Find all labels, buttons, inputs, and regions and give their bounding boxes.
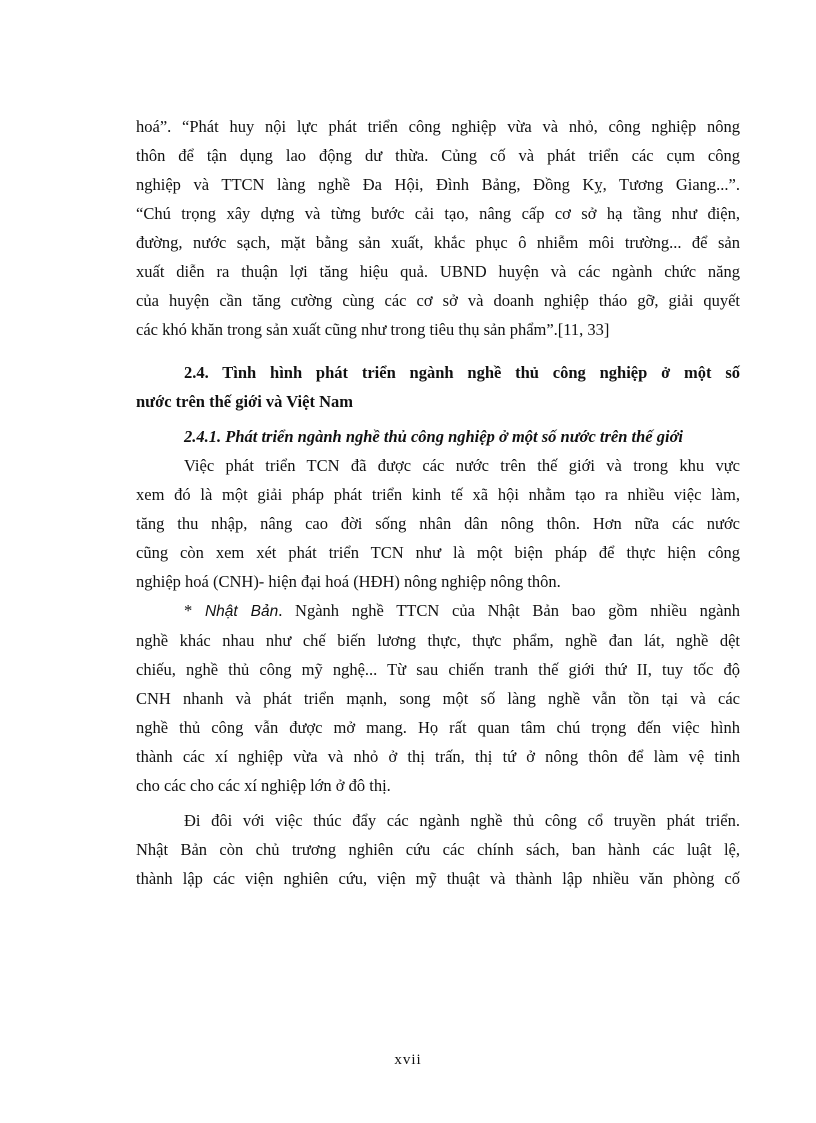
text-line: các khó khăn trong sản xuất cũng như trong tiêu thụ sản phẩm”.[11, 33] [136, 320, 610, 339]
text-line: “Chú trọng xây dựng và từng bước cải tạo, nâng cấp cơ sở hạ tầng như điện, [136, 204, 740, 223]
text-line: nghiệp và TTCN làng nghề Đa Hội, Đình Bảng, Đồng Kỵ, Tương Giang...”. [136, 175, 740, 194]
text-line: CNH nhanh và phát triển mạnh, song một số làng nghề vẫn tồn tại và các [136, 689, 740, 708]
text-line: Việc phát triển TCN đã được các nước trên thế giới và trong khu vực [184, 456, 740, 475]
paragraph-3 [136, 596, 740, 800]
text-line: thôn để tận dụng lao động dư thừa. Củng cố và phát triển các cụm công [136, 146, 740, 165]
section-heading-2-4 [136, 358, 740, 416]
text-line: thành các xí nghiệp vừa và nhỏ ở thị trấn, thị tứ ở nông thôn để làm vệ tinh [136, 747, 740, 766]
text-line: xuất diễn ra thuận lợi tăng hiệu quả. UBND huyện và các ngành chức năng [136, 262, 740, 281]
text-line: hoá”. “Phát huy nội lực phát triển công nghiệp vừa và nhỏ, công nghiệp nông [136, 117, 740, 136]
text-line: tăng thu nhập, nâng cao đời sống nhân dân nông thôn. Hơn nữa các nước [136, 514, 740, 533]
bullet-prefix: * [184, 601, 205, 620]
page-number: xvii [394, 1052, 422, 1068]
text-line: chiếu, nghề thủ công mỹ nghệ... Từ sau chiến tranh thế giới thứ II, tuy tốc độ [136, 660, 740, 679]
text-line: xem đó là một giải pháp phát triển kinh tế xã hội nhằm tạo ra nhiều việc làm, [136, 485, 740, 504]
paragraph-4 [136, 806, 740, 893]
text-line: thành lập các viện nghiên cứu, viện mỹ thuật và thành lập nhiều văn phòng cố [136, 869, 740, 888]
paragraph-2 [136, 451, 740, 596]
section-heading-2-4-1: 2.4.1. Phát triển ngành nghề thủ công nghiệp ở một số nước trên thế giới [184, 427, 684, 446]
heading-line: 2.4. Tình hình phát triển ngành nghề thủ công nghiệp ở một số [184, 363, 740, 382]
heading-line: nước trên thế giới và Việt Nam [136, 392, 353, 411]
text-line: cũng còn xem xét phát triển TCN như là một biện pháp để thực hiện công [136, 543, 740, 562]
country-name: Nhật Bản [204, 603, 279, 620]
text-line: nghề thủ công vẫn được mở mang. Họ rất quan tâm chú trọng đến việc hình [136, 718, 740, 737]
text-line: Đi đôi với việc thúc đẩy các ngành nghề thủ công cổ truyền phát triển. [184, 811, 740, 830]
text-line: nghề khác nhau như chế biến lương thực, thực phẩm, nghề đan lát, nghề dệt [136, 631, 740, 650]
text-line: của huyện cần tăng cường cùng các cơ sở và doanh nghiệp tháo gỡ, giải quyết [136, 291, 740, 310]
text-line: nghiệp hoá (CNH)- hiện đại hoá (HĐH) nông nghiệp nông thôn. [136, 572, 561, 591]
text-line: Nhật Bản còn chủ trương nghiên cứu các chính sách, ban hành các luật lệ, [136, 840, 740, 859]
text-line: cho các cho các xí nghiệp lớn ở đô thị. [136, 776, 391, 795]
paragraph-1 [136, 112, 740, 344]
lead-text: . Ngành nghề TTCN của Nhật Bản bao gồm nhiều ngành [278, 601, 740, 620]
text-line: đường, nước sạch, mặt bằng sản xuất, khắc phục ô nhiễm môi trường... để sản [136, 233, 740, 252]
page-body [136, 112, 740, 893]
text-line [136, 596, 740, 626]
